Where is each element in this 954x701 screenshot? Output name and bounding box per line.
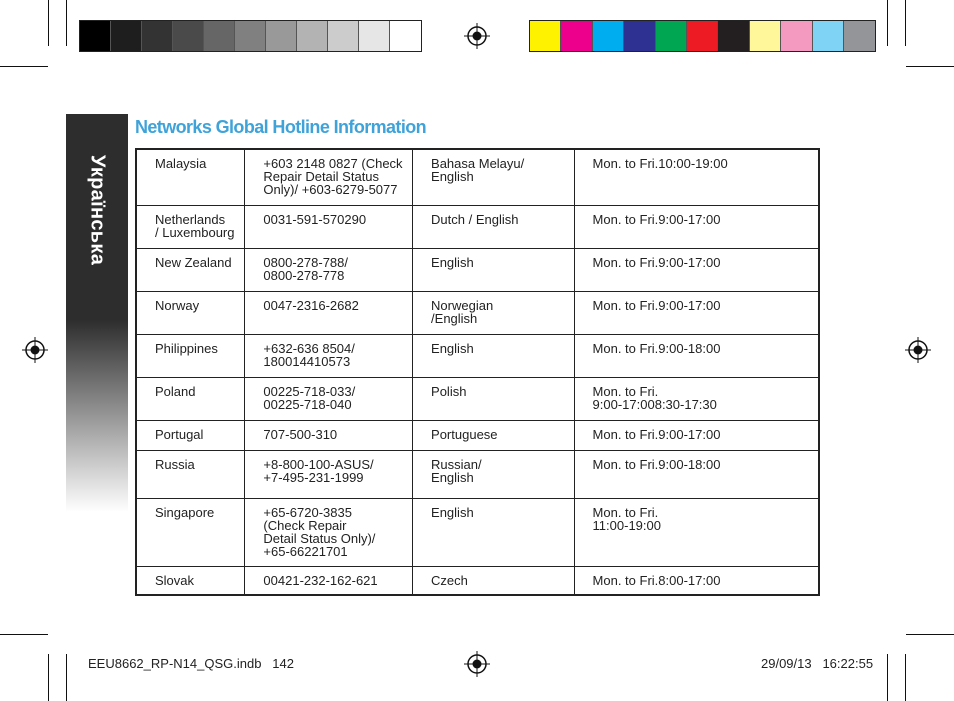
phone-cell: +65-6720-3835 (Check Repair Detail Status Only)/ +65-66221701 bbox=[263, 504, 376, 559]
color-swatch bbox=[359, 21, 390, 51]
table-row bbox=[136, 205, 819, 248]
country-cell: Norway bbox=[155, 297, 200, 313]
language-cell: Norwegian /English bbox=[431, 297, 494, 326]
table-row bbox=[136, 149, 819, 205]
hours-cell: Mon. to Fri.10:00-19:00 bbox=[592, 156, 728, 171]
process-color-bar bbox=[529, 20, 876, 52]
country-cell: Netherlands / Luxembourg bbox=[155, 211, 235, 240]
country-cell: Singapore bbox=[155, 504, 215, 520]
phone-cell: 707-500-310 bbox=[263, 426, 338, 442]
color-swatch bbox=[266, 21, 297, 51]
language-cell: Dutch / English bbox=[431, 211, 519, 227]
color-swatch bbox=[593, 21, 624, 51]
hours-cell: Mon. to Fri.8:00-17:00 bbox=[592, 572, 721, 588]
language-cell: Bahasa Melayu/ English bbox=[431, 156, 525, 184]
crop-mark bbox=[887, 654, 888, 701]
table-row bbox=[136, 291, 819, 334]
language-cell: English bbox=[431, 504, 474, 520]
crop-mark bbox=[66, 654, 67, 701]
color-swatch bbox=[142, 21, 173, 51]
crop-mark bbox=[905, 0, 906, 46]
crop-mark bbox=[906, 66, 954, 67]
registration-mark-icon bbox=[905, 337, 931, 363]
crop-mark bbox=[66, 0, 67, 46]
color-swatch bbox=[111, 21, 142, 51]
registration-mark-icon bbox=[22, 337, 48, 363]
table-row bbox=[136, 334, 819, 377]
hours-cell: Mon. to Fri.9:00-17:00 bbox=[592, 297, 721, 313]
language-cell: Polish bbox=[431, 383, 467, 399]
footer-datetime: 29/09/13 16:22:55 bbox=[761, 656, 874, 671]
crop-mark bbox=[48, 654, 49, 701]
table-row bbox=[136, 566, 819, 595]
color-swatch bbox=[687, 21, 718, 51]
phone-cell: 00225-718-033/ 00225-718-040 bbox=[263, 383, 356, 412]
crop-mark bbox=[0, 66, 48, 67]
grayscale-color-bar bbox=[79, 20, 422, 52]
hours-cell: Mon. to Fri.9:00-17:00 bbox=[592, 254, 721, 270]
table-row bbox=[136, 498, 819, 566]
color-swatch bbox=[624, 21, 655, 51]
hours-cell: Mon. to Fri.9:00-18:00 bbox=[592, 340, 721, 356]
page-title: Networks Global Hotline Information bbox=[135, 117, 427, 137]
color-swatch bbox=[204, 21, 235, 51]
language-cell: English bbox=[431, 254, 474, 270]
crop-mark bbox=[905, 654, 906, 701]
phone-cell: +632-636 8504/ 180014410573 bbox=[263, 340, 355, 369]
side-tab-label: Українська bbox=[86, 154, 109, 266]
color-swatch bbox=[813, 21, 844, 51]
color-swatch bbox=[844, 21, 875, 51]
side-tab-fade bbox=[66, 320, 128, 512]
hours-cell: Mon. to Fri.9:00-17:00 bbox=[592, 211, 721, 227]
country-cell: Malaysia bbox=[155, 156, 207, 171]
country-cell: Portugal bbox=[155, 426, 204, 442]
crop-mark bbox=[887, 0, 888, 46]
color-swatch bbox=[328, 21, 359, 51]
color-swatch bbox=[718, 21, 749, 51]
table-row bbox=[136, 248, 819, 291]
phone-cell: 0800-278-788/ 0800-278-778 bbox=[263, 254, 348, 283]
country-cell: New Zealand bbox=[155, 254, 232, 270]
crop-mark bbox=[48, 0, 49, 46]
phone-cell: 0031-591-570290 bbox=[263, 211, 367, 227]
table-row bbox=[136, 450, 819, 498]
color-swatch bbox=[561, 21, 592, 51]
country-cell: Slovak bbox=[155, 572, 195, 588]
color-swatch bbox=[656, 21, 687, 51]
hours-cell: Mon. to Fri. 9:00-17:008:30-17:30 bbox=[592, 383, 717, 412]
language-cell: English bbox=[431, 340, 474, 356]
language-cell: Portuguese bbox=[431, 426, 498, 442]
hotline-table bbox=[135, 148, 820, 596]
phone-cell: +603 2148 0827 (Check Repair Detail Status Only)/ +603-6279-5077 bbox=[263, 156, 403, 197]
phone-cell: 0047-2316-2682 bbox=[263, 297, 359, 313]
phone-cell: +8-800-100-ASUS/ +7-495-231-1999 bbox=[263, 456, 374, 485]
color-swatch bbox=[781, 21, 812, 51]
country-cell: Poland bbox=[155, 383, 196, 399]
language-cell: Russian/ English bbox=[431, 456, 482, 485]
country-cell: Philippines bbox=[155, 340, 218, 356]
color-swatch bbox=[235, 21, 266, 51]
registration-mark-icon bbox=[464, 23, 490, 49]
table-row bbox=[136, 377, 819, 420]
phone-cell: 00421-232-162-621 bbox=[263, 572, 378, 588]
color-swatch bbox=[297, 21, 328, 51]
hours-cell: Mon. to Fri. 11:00-19:00 bbox=[592, 504, 661, 533]
crop-mark bbox=[0, 634, 48, 635]
hours-cell: Mon. to Fri.9:00-18:00 bbox=[592, 456, 721, 472]
registration-mark-icon bbox=[464, 651, 490, 677]
table-row bbox=[136, 420, 819, 450]
color-swatch bbox=[80, 21, 111, 51]
color-swatch bbox=[750, 21, 781, 51]
color-swatch bbox=[390, 21, 421, 51]
color-swatch bbox=[530, 21, 561, 51]
crop-mark bbox=[906, 634, 954, 635]
hours-cell: Mon. to Fri.9:00-17:00 bbox=[592, 426, 721, 442]
country-cell: Russia bbox=[155, 456, 195, 472]
footer-file-info: EEU8662_RP-N14_QSG.indb 142 bbox=[88, 656, 294, 671]
language-cell: Czech bbox=[431, 572, 468, 588]
color-swatch bbox=[173, 21, 204, 51]
